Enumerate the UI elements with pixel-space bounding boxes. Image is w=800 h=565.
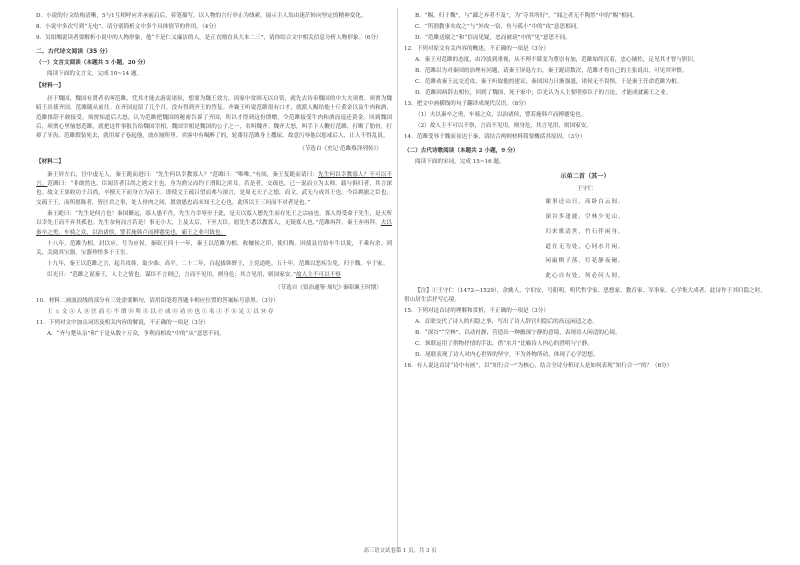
material-two-text-2: 秦王跪曰：“先生是何言也！秦国僻远，寡人愚不肖，先生乃幸辱至于此，是天以寡人慁先生而存先王之宗庙也。寡人得受命于先生，是天所以幸先王而不弃其孤也。先生奈何而言若是！事无小大，上及太后，下至大臣，愿先生悉以教寡人，无疑寡人也。”范雎再拜，秦王亦再拜。 [36, 210, 392, 227]
poem-line: 闲敲棋子落，灯花静夜阑。 [545, 258, 625, 265]
material-two-paragraph-5 [36, 271, 392, 280]
question-15-option-b: B．“深谷”“空林”，以动衬静，营造出一种幽深宁静的意境，表现诗人闲适的心境。 [415, 330, 621, 337]
question-15: 15．下列对这首诗的理解和赏析，不正确的一项是（3分） [404, 308, 549, 315]
material-one-text: 居于魏国，魏国有贤者名叫范雎，凭其才能去游说诸侯，想要为魏王效力，因家中贫困无以自资，就先去侍奉魏国的中大夫须贾。须贾为魏昭王出使齐国，范雎随从前往。在齐国逗留了几个月，没有得到齐王的答复。齐襄王听说范雎很有口才，就派人赐给他十斤黄金以及牛肉和酒，范雎推辞不敢接受。须贾知道后大怒，认为范雎把魏国的秘密告诉了齐国，所以才得到这份馈赠，令范雎接受牛肉和酒而退还黄金。回到魏国后，须贾心里恼怒范雎，就把这件事报告给魏国宰相。魏国宰相是魏国的公子之一，名叫魏齐。魏齐大怒，叫手下人鞭打范雎，打断了肋骨，打掉了牙齿。范雎假装死去，就用席子卷起他，放在厕所里。宾客中有喝醉了的，轮番往范雎身上撒尿，故意污辱他以惩戒后人，让人不得乱说。 [36, 95, 392, 140]
material-two-text-1: 秦王屏左右，宫中虚无人，秦王跪而进曰：“先生何以幸教寡人？”范雎曰：“唯唯。”有间，秦王复跪而请曰： [47, 171, 319, 178]
prose-instruction: 阅读下面的文言文，完成 10~14 题。 [47, 71, 143, 77]
poem-line: 谢事还山日，高卧白云间。 [545, 199, 625, 206]
material-one-source: （节选自《史记·范雎蔡泽列传》） [299, 145, 382, 152]
question-12-option-d: D．范雎因病辞去相位，回到了魏国，死于家中；臣光认为人主要明察臣子的言论，才能成就霸王之业。 [415, 90, 672, 96]
poem-author: 王守仁 [576, 185, 594, 192]
question-11-option-a: A．“齐与楚从亲”和“于是从数十万众，争利而相攻”中的“从”意思不同。 [47, 330, 225, 337]
question-15-option-d: D．尾联表现了诗人对内心世界的坚守，不为外物所动，体现了心学思想。 [415, 352, 599, 359]
subsection-heading-prose: （一）文言文阅读（本题共 5 小题，20 分） [36, 60, 149, 66]
poem-line: 此心自有处，何必问人间。 [545, 273, 625, 280]
question-13-sentence-2: （2）故人主不可以不察，言而不见用，则身危，其言见用，则国家安。 [415, 123, 592, 129]
right-column [404, 12, 766, 373]
underlined-sentence-1: 先生何以幸教寡人？不可以不言。 [36, 171, 392, 188]
question-11-option-b: B．“赐，归于魏”，与“鄙之弃者不及”，为“夺其所好”，“闻之者无不陶然”中的“赐”相同。 [415, 13, 638, 19]
question-11-option-d: D．“范雎送谢之”和“信而见疑，忠而被谤”中的“见”意思不同。 [415, 35, 571, 41]
poem-line: 归来歌清世，竹石伴闲身。 [545, 228, 625, 235]
question-12-option-a: A．秦王对范雎的态度，由冷淡到重视，从不理不睬变为尊崇有加，范雎始终沉着，忠心辅佐，足见其才智与胆识。 [415, 57, 699, 63]
material-two-paragraph-4: 十九年，秦王以范雎之言，起兵攻韩，取少曲、高平。二十二年，白起拔韩野王，上党道绝。五十年，范雎以恶疾告免，归于魏，卒于家。 [47, 261, 389, 268]
material-two-text-5: 臣光曰：“范雎之说秦王，人主之情也。谋臣不言则已，言而不见用，则身危；其言见用，则国家安。” [47, 272, 297, 279]
question-12-option-c: C．范雎劝秦王远交近攻，秦王听取他的建议，秦国国力日渐强盛，诸侯无不畏惧，于是秦王任命范雎为相。 [415, 79, 683, 85]
question-11: 11．下列对文中加点词语及相关内容的解说，不正确的一项是（3分） [36, 319, 209, 326]
material-two-text-1b: 范雎曰：“非敢然也。臣闻昔者吕尚之遇文王也，身为渔父而钓于渭阳之滨耳。若是者，交疏也。已一说而立为太师，载与俱归者，其言深也。故文王果收功于吕尚，卒擅天下而身立为帝王。即使文王疏吕望而弗与深言，是周无天子之德，而文、武无与成其王也。今臣羁旅之臣也，交疏于王，而所愿陈者，皆匡君之事，处人骨肉之间，愿效愚忠而未知王之心也。此所以王三问而不对者是也。” [36, 181, 392, 206]
question-11-option-c: C．“所谓教事夹攻之”与“外攻一宿，鱼与孤小”中的“攻”意思相同。 [415, 24, 582, 30]
question-9: 9．吴组缃说读者要解析小说中的人物形象，他“不是仁义廉洁的人，是正直刚直具大本二三”，请你结合文中相关信息分析人物形象。（6分） [36, 35, 382, 41]
material-one-tag: 【材料一】 [36, 83, 64, 90]
question-15-option-a: A．首联交代了诗人的归隐之事，写出了诗人辞官归隐后的高远闲适之态。 [415, 319, 599, 326]
column-divider [397, 8, 398, 548]
poem-title: 示弟二首（其一） [560, 173, 610, 181]
material-two-source: （节选自《资治通鉴·周纪》·秦昭襄王时期） [274, 284, 382, 291]
material-two-paragraph-3: 十八年，范雎为相，封以应，号为应侯。秦昭王四十一年，秦王以范雎为相，收穰侯之印，使归陶。因使县官给车牛以徙，千乘有余。到关，关阅其宝器，宝器珍怪多于王室。 [36, 240, 392, 257]
poem-annotation: 【注】①王守仁（1472—1529），余姚人，字伯安，号阳明。明代哲学家、思想家、教育家、军事家，心学集大成者。此诗作于其归隐之时，借山居生活抒写心境。 [404, 288, 766, 304]
question-13: 13．把文中画横线的句子翻译成现代汉语。（8分） [404, 101, 530, 107]
material-two-paragraph-2 [36, 210, 392, 238]
question-15-option-c: C．颈联运用了借物抒情的手法，借“水月”比喻诗人内心的澄明与宁静。 [415, 341, 593, 348]
question-10: 10．材料二画波浪线的部分有三处需要断句，请用铅笔将答题卡相应位置的答案标号涂黑。（3分） [36, 297, 279, 304]
underlined-sentence-3: 故人主不可以不察 [296, 272, 341, 279]
question-8: 8．小说中多次写到“无电”，请分别简析文中多个具体情节的作用。（4分） [36, 24, 220, 30]
question-13-sentence-1: （1）夫以秦卒之勇，车骑之众，以治诸侯，譬若施韩卢而搏蹇兔也。 [415, 112, 587, 118]
poem-line: 道在无为处，心同水月闲。 [545, 243, 625, 250]
material-two-paragraph-1 [36, 171, 392, 209]
material-two-tag: 【材料二】 [36, 159, 64, 166]
question-14: 14．范雎受辱于魏而显达于秦，请结合两则材料简要概括其原因。（3分） [404, 134, 586, 140]
subsection-heading-poetry: （二）古代诗歌阅读（本题共 2 小题，9 分） [404, 148, 519, 154]
underlined-sentence-2: 夫以秦卒之勇，车骑之众，以治诸侯，譬若施韩卢而搏蹇兔也，霸王之业可致也。 [36, 220, 392, 236]
question-16: 16．有人说这首诗“诗中有画”，以“知行合一”为核心，结合全诗分析诗人是如何表现“知行合一”的？（6分） [404, 363, 673, 370]
question-12-option-b: B．范雎以为对秦国的治理有问题，请秦王屏退左右，秦王跪请数次，范雎才将自己的主张说出，可见其审慎。 [415, 68, 688, 74]
section-heading-classical: 二、古代诗文阅读（35 分） [36, 49, 112, 55]
poem-line: 深谷多逢鹿，空林少见山。 [545, 214, 625, 221]
poetry-instruction: 阅读下面的宋词，完成 15~16 题。 [415, 159, 505, 165]
option-d-line: D．小说的行文结构清晰，5与1互相呼应并承前启后，着笔描写，以人物的言行举止为线索，展示主人翁由迷茫转向坚定的精神变化。 [36, 13, 367, 19]
question-10-options: 王 ㄆ 文 Ⓐ 人 Ⓑ 匡 而 Ⓒ 不 谓 Ⓓ 所 Ⓔ 以 Ⓕ 成 Ⓖ 功 Ⓗ 也 Ⓘ 名 Ⓙ 不 Ⓚ 足 Ⓛ 以 Ⓜ 存 [47, 308, 274, 315]
question-12: 12．下列对原文有关内容的概述，不正确的一项是（3分） [404, 46, 549, 52]
left-column [36, 12, 392, 341]
page-footer: 高三语文试卷第 1 页，共 3 页 [363, 548, 437, 554]
